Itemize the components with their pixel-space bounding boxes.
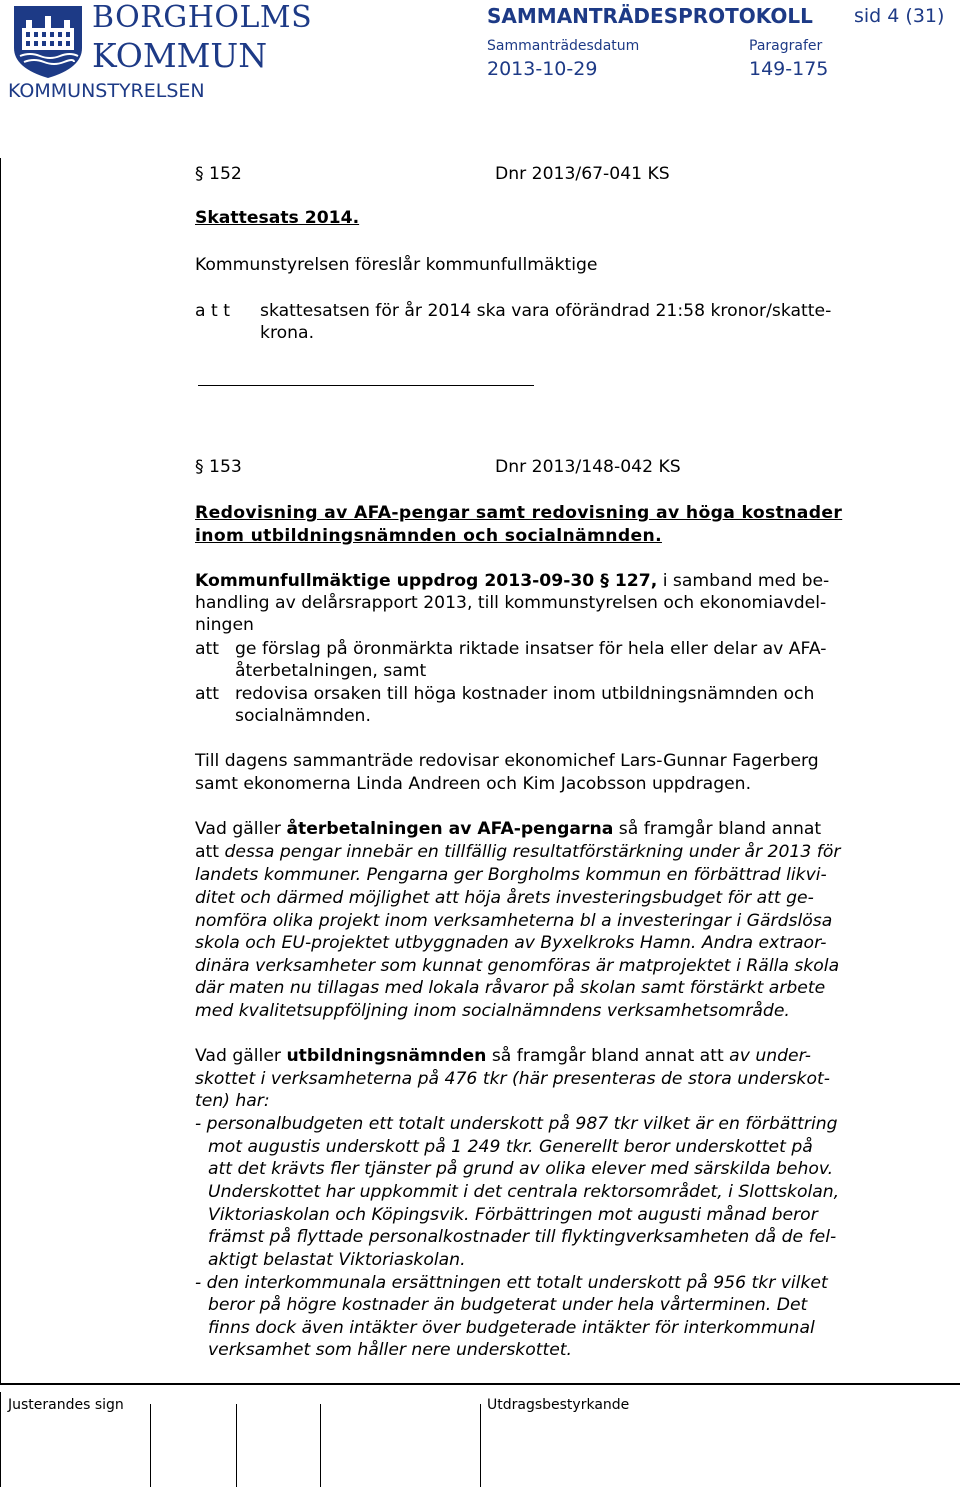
section-152-dnr: Dnr 2013/67-041 KS: [495, 164, 670, 184]
paragraph-3-line9: med kvalitetsuppföljning inom socialnämndens verksamhetsområde.: [195, 1001, 790, 1021]
att-1-line1: ge förslag på öronmärkta riktade insatser för hela eller delar av AFA-: [235, 639, 827, 659]
section-153-title-line2: inom utbildningsnämnden och socialnämnden.: [195, 526, 662, 546]
paragraph-3-line7: dinära verksamheter som kunnat genomföras är matprojektet i Rälla skola: [195, 956, 840, 976]
brand-name-line1: BORGHOLMS: [92, 0, 313, 35]
bullet-1-line4: Underskottet har uppkommit i det centrala rektorsområdet, i Slottskolan,: [208, 1182, 840, 1202]
paragraph-3-italic: dessa pengar innebär en tillfällig resultatförstärkning under år 2013 för: [224, 842, 841, 862]
bullet-1-line6: främst på flyttade personalkostnader till flyktingverksamheten då de fel-: [208, 1227, 837, 1247]
section-153-dnr: Dnr 2013/148-042 KS: [495, 457, 681, 477]
paragraph-4-line2: skottet i verksamheterna på 476 tkr (här presenteras de stora underskot-: [195, 1069, 830, 1089]
page-indicator: sid 4 (31): [854, 5, 945, 27]
paragraph-4-italic: av under-: [729, 1046, 811, 1066]
paragraph-1-line3: ningen: [195, 615, 254, 635]
section-153-number: § 153: [195, 457, 242, 477]
bullet-1-line5: Viktoriaskolan och Köpingsvik. Förbättringen mot augusti månad beror: [208, 1205, 818, 1225]
att-1-line2: återbetalningen, samt: [235, 661, 427, 681]
municipality-logo: [10, 2, 86, 80]
bullet-1-line3: att det krävts fler tjänster på grund av olika elever med särskilda behov.: [208, 1159, 834, 1179]
section-152-intro: Kommunstyrelsen föreslår kommunfullmäktige: [195, 255, 598, 275]
paragraph-3-line5: nomföra olika projekt inom verksamheterna bl a investeringar i Gärdslösa: [195, 911, 833, 931]
signature-box-divider: [150, 1404, 151, 1487]
brand-name-line2: KOMMUN: [92, 36, 268, 75]
att-2-line1: redovisa orsaken till höga kostnader inom utbildningsnämnden och: [235, 684, 815, 704]
protocol-title: SAMMANTRÄDESPROTOKOLL: [487, 4, 813, 28]
meeting-date-value: 2013-10-29: [487, 58, 598, 80]
signature-box-divider: [320, 1404, 321, 1487]
bullet-1-line1: - personalbudgeten ett totalt underskott på 987 tkr vilket är en förbättring: [195, 1114, 838, 1134]
meeting-date-label: Sammanträdesdatum: [487, 38, 640, 54]
bullet-2-line2: beror på högre kostnader än budgeterat under hela vårterminen. Det: [208, 1295, 808, 1315]
section-152-title: Skattesats 2014.: [195, 208, 360, 228]
paragraph-4-lead: Vad gäller: [195, 1046, 287, 1066]
bullet-1-line2: mot augustis underskott på 1 249 tkr. Generellt beror underskottet på: [208, 1137, 813, 1157]
paragraph-3-line6: skola och EU-projektet utbyggnaden av Byxelkroks Hamn. Andra extraor-: [195, 933, 827, 953]
footer-rule: [0, 1383, 960, 1385]
att-2-line2: socialnämnden.: [235, 706, 371, 726]
bullet-2-line1: - den interkommunala ersättningen ett totalt underskott på 956 tkr vilket: [195, 1273, 828, 1293]
paragraph-3-line3: landets kommuner. Pengarna ger Borgholms kommun en förbättrad likvi-: [195, 865, 827, 885]
paragraph-4-mid: så framgår bland annat att: [486, 1046, 730, 1066]
paragraph-3-line4: ditet och därmed möjlighet att höja årets investeringsbudget för att ge-: [195, 888, 814, 908]
bullet-2-line4: verksamhet som håller nere underskottet.: [208, 1340, 573, 1360]
extract-certified-label: Utdragsbestyrkande: [487, 1397, 630, 1413]
paragraph-1-line2: handling av delårsrapport 2013, till kommunstyrelsen och ekonomiavdel-: [195, 593, 827, 613]
paragraph-3-att: att: [195, 842, 225, 862]
paragraph-2-line1: Till dagens sammanträde redovisar ekonomichef Lars-Gunnar Fagerberg: [195, 751, 819, 771]
bullet-2-line3: finns dock även intäkter över budgeterade intäkter för interkommunal: [208, 1318, 815, 1338]
paragraph-4-line3: ten) har:: [195, 1091, 270, 1111]
paragraphs-label: Paragrafer: [749, 38, 823, 54]
castle-crest-icon: [10, 2, 86, 80]
paragraphs-value: 149-175: [749, 58, 829, 80]
signature-box-divider: [480, 1404, 481, 1487]
signature-box-divider: [236, 1404, 237, 1487]
section-153-title-line1: Redovisning av AFA-pengar samt redovisning av höga kostnader: [195, 503, 843, 523]
section-152-att: a t t: [195, 301, 230, 321]
signature-label: Justerandes sign: [8, 1397, 124, 1413]
paragraph-1-rest: i samband med be-: [657, 571, 830, 591]
att-1-word: att: [195, 639, 220, 659]
paragraph-3-line1: [195, 818, 821, 841]
section-152-number: § 152: [195, 164, 242, 184]
section-152-decision-line2: krona.: [260, 323, 315, 343]
paragraph-2-line2: samt ekonomerna Linda Andreen och Kim Jacobsson uppdragen.: [195, 774, 752, 794]
department-name: KOMMUNSTYRELSEN: [8, 80, 205, 102]
bullet-1-line7: aktigt belastat Viktoriaskolan.: [208, 1250, 466, 1270]
paragraph-3-bold: återbetalningen av AFA-pengarna: [286, 819, 614, 839]
section-152-decision-line1: skattesatsen för år 2014 ska vara oförändrad 21:58 kronor/skatte-: [260, 301, 832, 321]
left-margin-line: [0, 158, 1, 1383]
section-separator: [198, 385, 534, 386]
paragraph-3-lead: Vad gäller: [195, 819, 287, 839]
att-2-word: att: [195, 684, 220, 704]
paragraph-4-line1: [195, 1045, 811, 1068]
footer-left-line: [0, 1392, 1, 1487]
paragraph-1-bold: Kommunfullmäktige uppdrog 2013-09-30 § 127,: [195, 571, 658, 591]
paragraph-3-line8: där maten nu tillagas med lokala råvaror på skolan samt förstärkt arbete: [195, 978, 826, 998]
paragraph-3-rest: så framgår bland annat: [613, 819, 822, 839]
paragraph-4-bold: utbildningsnämnden: [286, 1046, 487, 1066]
paragraph-1-line1: [195, 570, 829, 593]
paragraph-3-line2: [195, 841, 840, 864]
